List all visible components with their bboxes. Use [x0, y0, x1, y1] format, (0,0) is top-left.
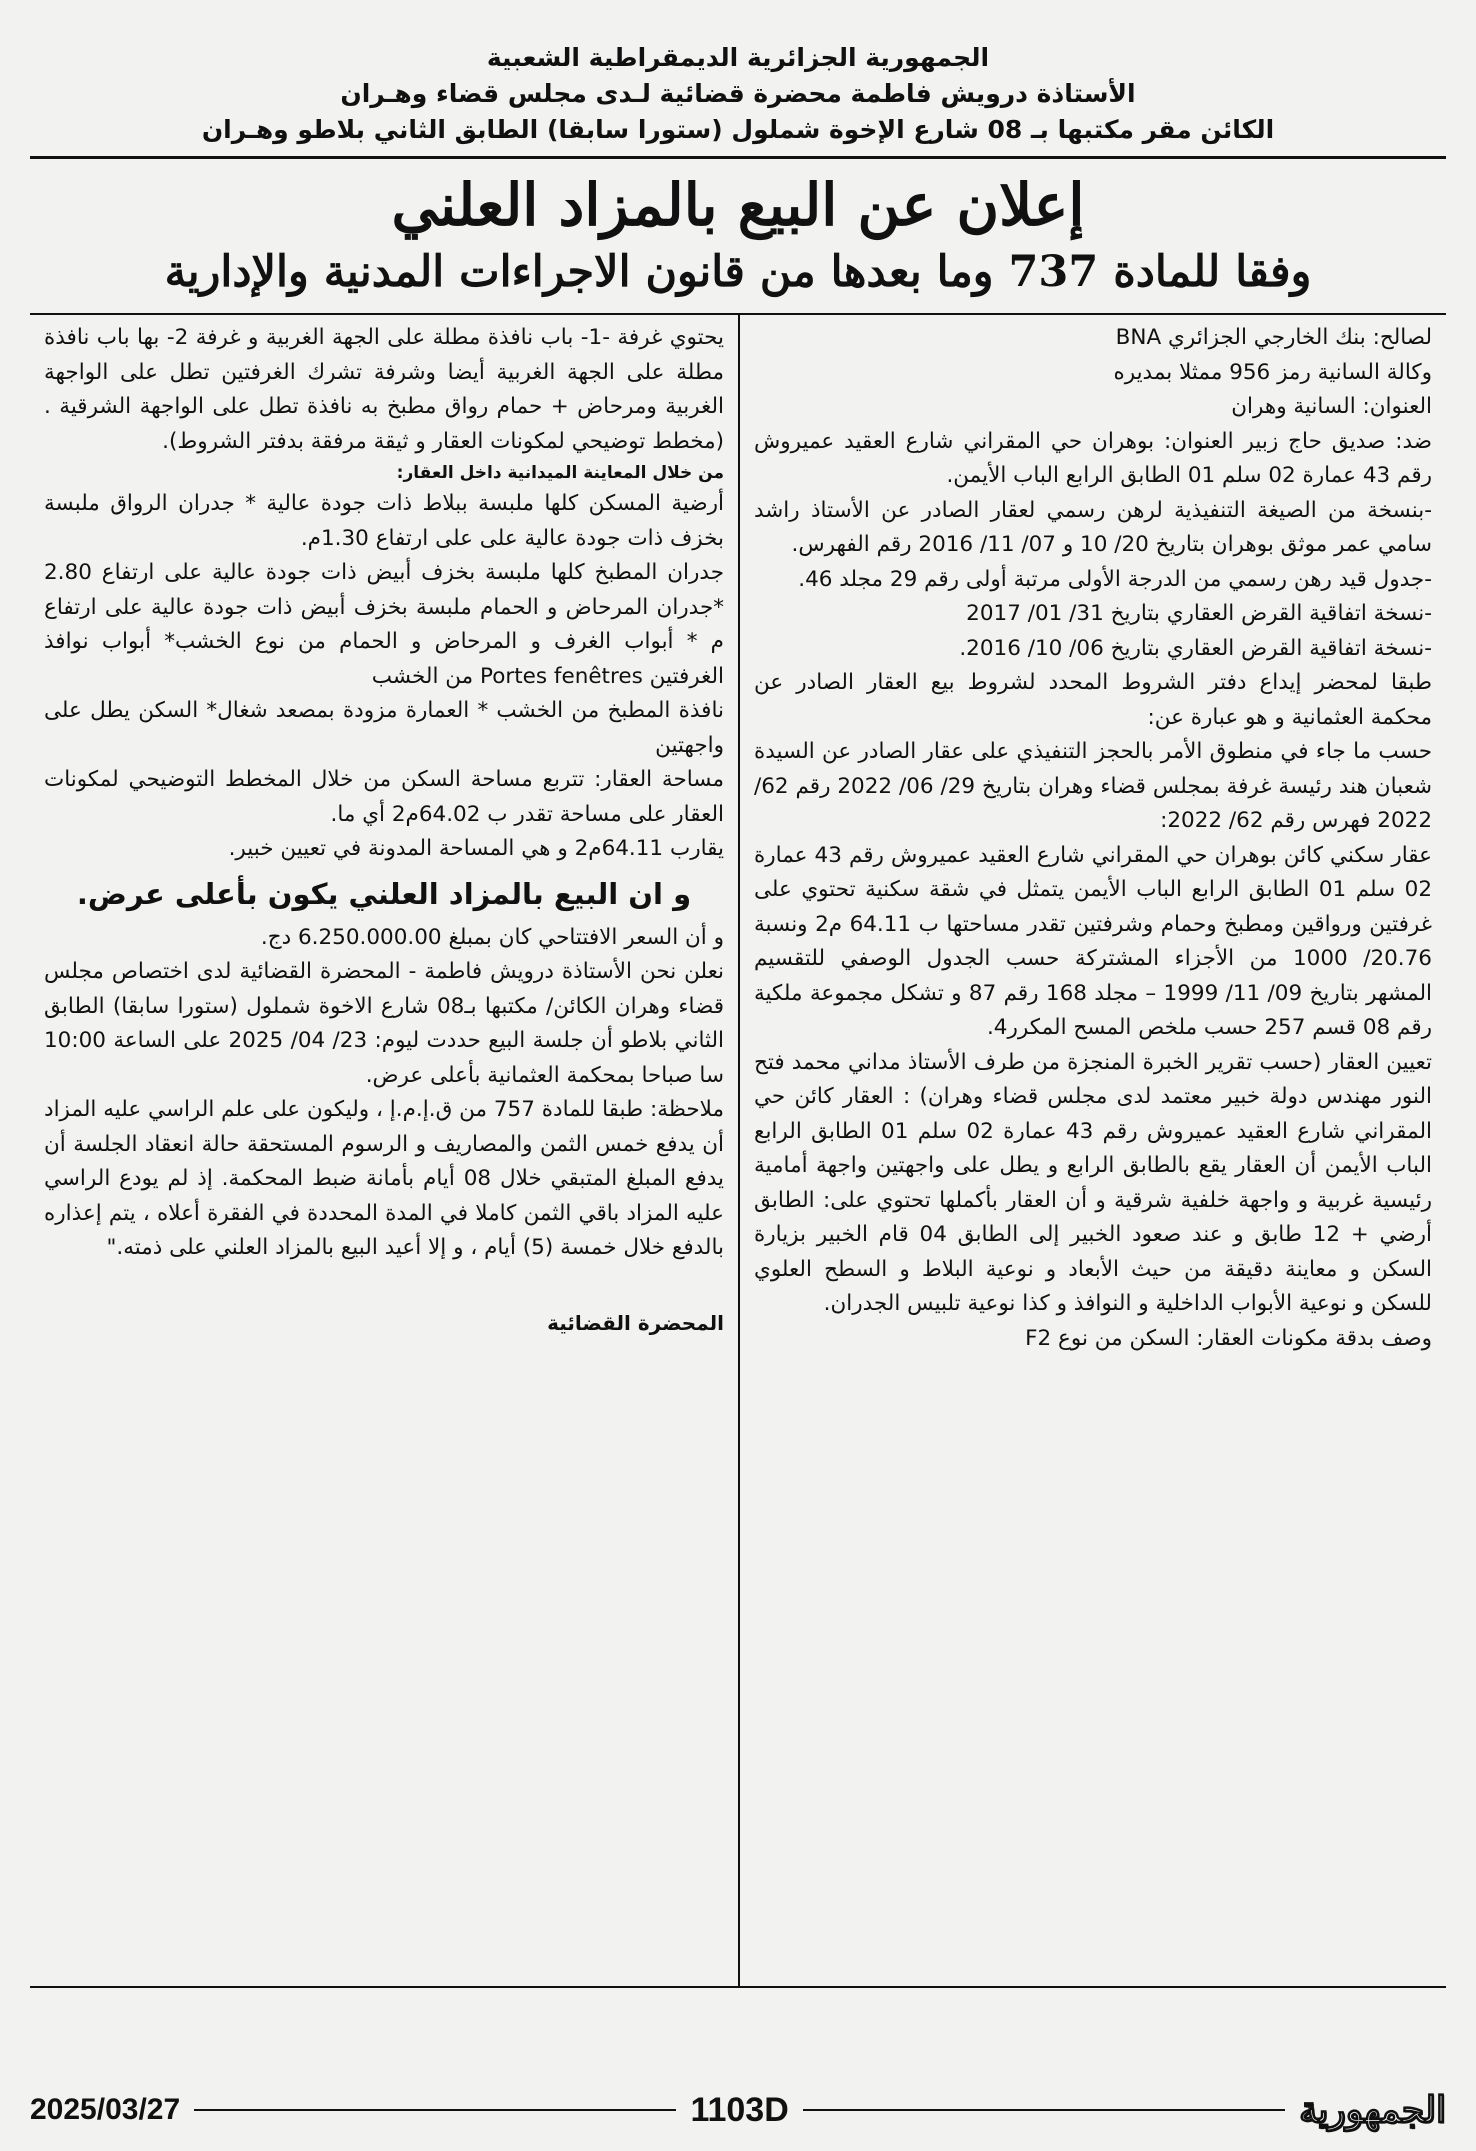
- expert-designation: تعيين العقار (حسب تقرير الخبرة المنجزة من طرف الأستاذ مداني محمد فتح النور مهندس دولة خبير معتمد لدى مجلس قضاء وهران) : العقار كائن حي المقراني شارع العقيد عميروش رقم 43 عمارة 02 سلم 01 الطابق الرابع الباب الأيمن أن العقار يقع بالطابق الرابع و يطل على واجهتين واجهة أمامية رئيسية غربية و واجهة خلفية شرقية و أن العقار بأكملها تحتوي على: الطابق أرضي + 12 طابق و عند صعود الخبير إلى الطابق 04 قام الخبير بزيارة السكن و معاينة دقيقة من حيث الأبعاد و نوعية البلاط و السطح العلوي للسكن و نوعية الأبواب الداخلية و النوافذ و كذا نوعية تلبيس الجدران.: [754, 1049, 1432, 1316]
- ad-code: 1103D: [690, 2090, 789, 2129]
- publication-date: 2025/03/27: [30, 2093, 181, 2126]
- agency-line: وكالة السانية رمز 956 ممثلا بمديره: [1113, 359, 1432, 385]
- main-title: إعلان عن البيع بالمزاد العلني: [391, 171, 1085, 239]
- auction-announcement: نعلن نحن الأستاذة درويش فاطمة - المحضرة القضائية لدى اختصاص مجلس قضاء وهران الكائن/ مكتبها بـ08 شارع الاخوة شملول (ستورا سابقا) الطابق الثاني بلاطو أن جلسة البيع حددت ليوم: 23/ 04/ 2025 على الساعة 10:00 سا صباحا بمحكمة العثمانية بأعلى عرض.: [44, 959, 725, 1088]
- footer-rule-left: [194, 2109, 676, 2111]
- page-footer: [30, 2079, 1446, 2141]
- mortgage-record: -جدول قيد رهن رسمي من الدرجة الأولى مرتبة أولى رقم 29 مجلد 46.: [798, 566, 1432, 592]
- opening-price: و أن السعر الافتتاحي كان بمبلغ 6.250.000.00 دج.: [260, 924, 724, 950]
- document-header: [30, 40, 1446, 159]
- bailiff-signature: المحضرة القضائية: [547, 1310, 724, 1335]
- inspection-heading: من خلال المعاينة الميدانية داخل العقار:: [396, 463, 724, 483]
- text-columns: [30, 313, 1446, 1988]
- inspection-kitchen-bath: جدران المطبخ كلها ملبسة بخزف أبيض ذات جودة عالية على ارتفاع 2.80 *جدران المرحاض و الحمام ملبسة بخزف أبيض ذات جودة عالية على ارتفاع م * أبواب الغرف و المرحاض و الحمام من نوع الخشب* أبواب نوافذ الغرفتين Portes fenêtres من الخشب: [44, 560, 724, 689]
- right-column: [738, 315, 1446, 1986]
- republic-line: الجمهورية الجزائرية الديمقراطية الشعبية: [486, 43, 990, 72]
- enforcement-copy: -بنسخة من الصيغة التنفيذية لرهن رسمي لعقار الصادر عن الأستاذ راشد سامي عمر موثق بوهران بتاريخ 20/ 10 و 07/ 11/ 2016 رقم الفهرس.: [754, 497, 1432, 557]
- rooms-description: يحتوي غرفة -1- باب نافذة مطلة على الجهة الغربية و غرفة 2- بها باب نافذة مطلة على الجهة الغربية أيضا وشرفة تشرك الغرفتين تطل على الواجهة الغربية ومرحاض + حمام رواق مطبخ به نافذة تطل على الواجهة الشرقية .(مخطط توضيحي لمكونات العقار و ثيقة مرفقة بدفتر الشروط).: [44, 325, 725, 454]
- bailiff-name-line: الأستاذة درويش فاطمة محضرة قضائية لـدى مجلس قضاء وهـران: [340, 79, 1136, 108]
- loan-agreement-1: -نسخة اتفاقية القرض العقاري بتاريخ 31/ 01/ 2017: [966, 601, 1432, 626]
- area-expert: يقارب 64.11م2 و هي المساحة المدونة في تعيين خبير.: [228, 836, 724, 861]
- sub-title: وفقا للمادة 737 وما بعدها من قانون الاجراءات المدنية والإدارية: [164, 247, 1312, 297]
- legal-note: ملاحظة: طبقا للمادة 757 من ق.إ.م.إ ، وليكون على علم الراسي عليه المزاد أن يدفع خمس الثمن والمصاريف و الرسوم المستحقة حالة انعقاد الجلسة أن يدفع المبلغ المتبقي خلال 08 أيام بأمانة ضبط المحكمة. إذ لم يودع الراسي عليه المزاد باقي الثمن كاملا في المدة المحددة في الفقرة أعلاه ، يتم إعذاره بالدفع خلال خمسة (5) أيام ، و إلا أعيد البيع بالمزاد العلني على ذمته.": [44, 1097, 725, 1260]
- inspection-floor-walls: أرضية المسكن كلها ملبسة ببلاط ذات جودة عالية * جدران الرواق ملبسة بخزف ذات جودة عالية على على ارتفاع 1.30م.: [44, 491, 724, 551]
- newspaper-logo: الجمهورية: [1299, 2089, 1446, 2131]
- title-block: [30, 159, 1446, 313]
- creditor-address: العنوان: السانية وهران: [1231, 394, 1432, 419]
- debtor-paragraph: ضد: صديق حاج زبير العنوان: بوهران حي المقراني شارع العقيد عميروش رقم 43 عمارة 02 سلم 01 الطابق الرابع الباب الأيمن.: [754, 428, 1432, 488]
- property-components: وصف بدقة مكونات العقار: السكن من نوع F2: [1025, 1325, 1432, 1351]
- specification-deposit: طبقا لمحضر إيداع دفتر الشروط المحدد لشروط بيع العقار الصادر عن محكمة العثمانية و هو عبارة عن:: [754, 670, 1432, 730]
- left-column: [30, 315, 738, 1986]
- footer-rule-right: [803, 2109, 1285, 2111]
- loan-agreement-2: -نسخة اتفاقية القرض العقاري بتاريخ 06/ 10/ 2016.: [959, 635, 1432, 661]
- creditor-line: لصالح: بنك الخارجي الجزائري BNA: [1115, 325, 1432, 350]
- seizure-order: حسب ما جاء في منطوق الأمر بالحجز التنفيذي على عقار الصادر عن السيدة شعبان هند رئيسة غرفة بمجلس قضاء وهران بتاريخ 29/ 06/ 2022 رقم 62/ 2022 فهرس رقم 62/ 2022:: [754, 739, 1433, 833]
- highest-bid-heading: و ان البيع بالمزاد العلني يكون بأعلى عرض.: [76, 876, 692, 911]
- office-address-line: الكائن مقر مكتبها بـ 08 شارع الإخوة شملول (ستورا سابقا) الطابق الثاني بلاطو وهـران: [201, 115, 1275, 144]
- property-description: عقار سكني كائن بوهران حي المقراني شارع العقيد عميروش رقم 43 عمارة 02 سلم 01 الطابق الرابع الباب الأيمن يتمثل في شقة سكنية تحتوي على غرفتين ورواقين ومطبخ وحمام وشرفتين تقدر مساحتها ب 64.11 م2 ونسبة 20.76/ 1000 من الأجزاء المشتركة حسب الجدول الوصفي للتقسيم المشهر بتاريخ 09/ 11/ 1999 – مجلد 168 رقم 87 و تشكل مجموعة ملكية رقم 08 قسم 257 حسب ملخص المسح المكرر4.: [754, 842, 1433, 1040]
- inspection-window-elevator: نافذة المطبخ من الخشب * العمارة مزودة بمصعد شغال* السكن يطل على واجهتين: [44, 698, 724, 758]
- area-plan: مساحة العقار: تتربع مساحة السكن من خلال المخطط التوضيحي لمكونات العقار على مساحة تقدر ب 64.02م2 أي ما.: [44, 767, 724, 827]
